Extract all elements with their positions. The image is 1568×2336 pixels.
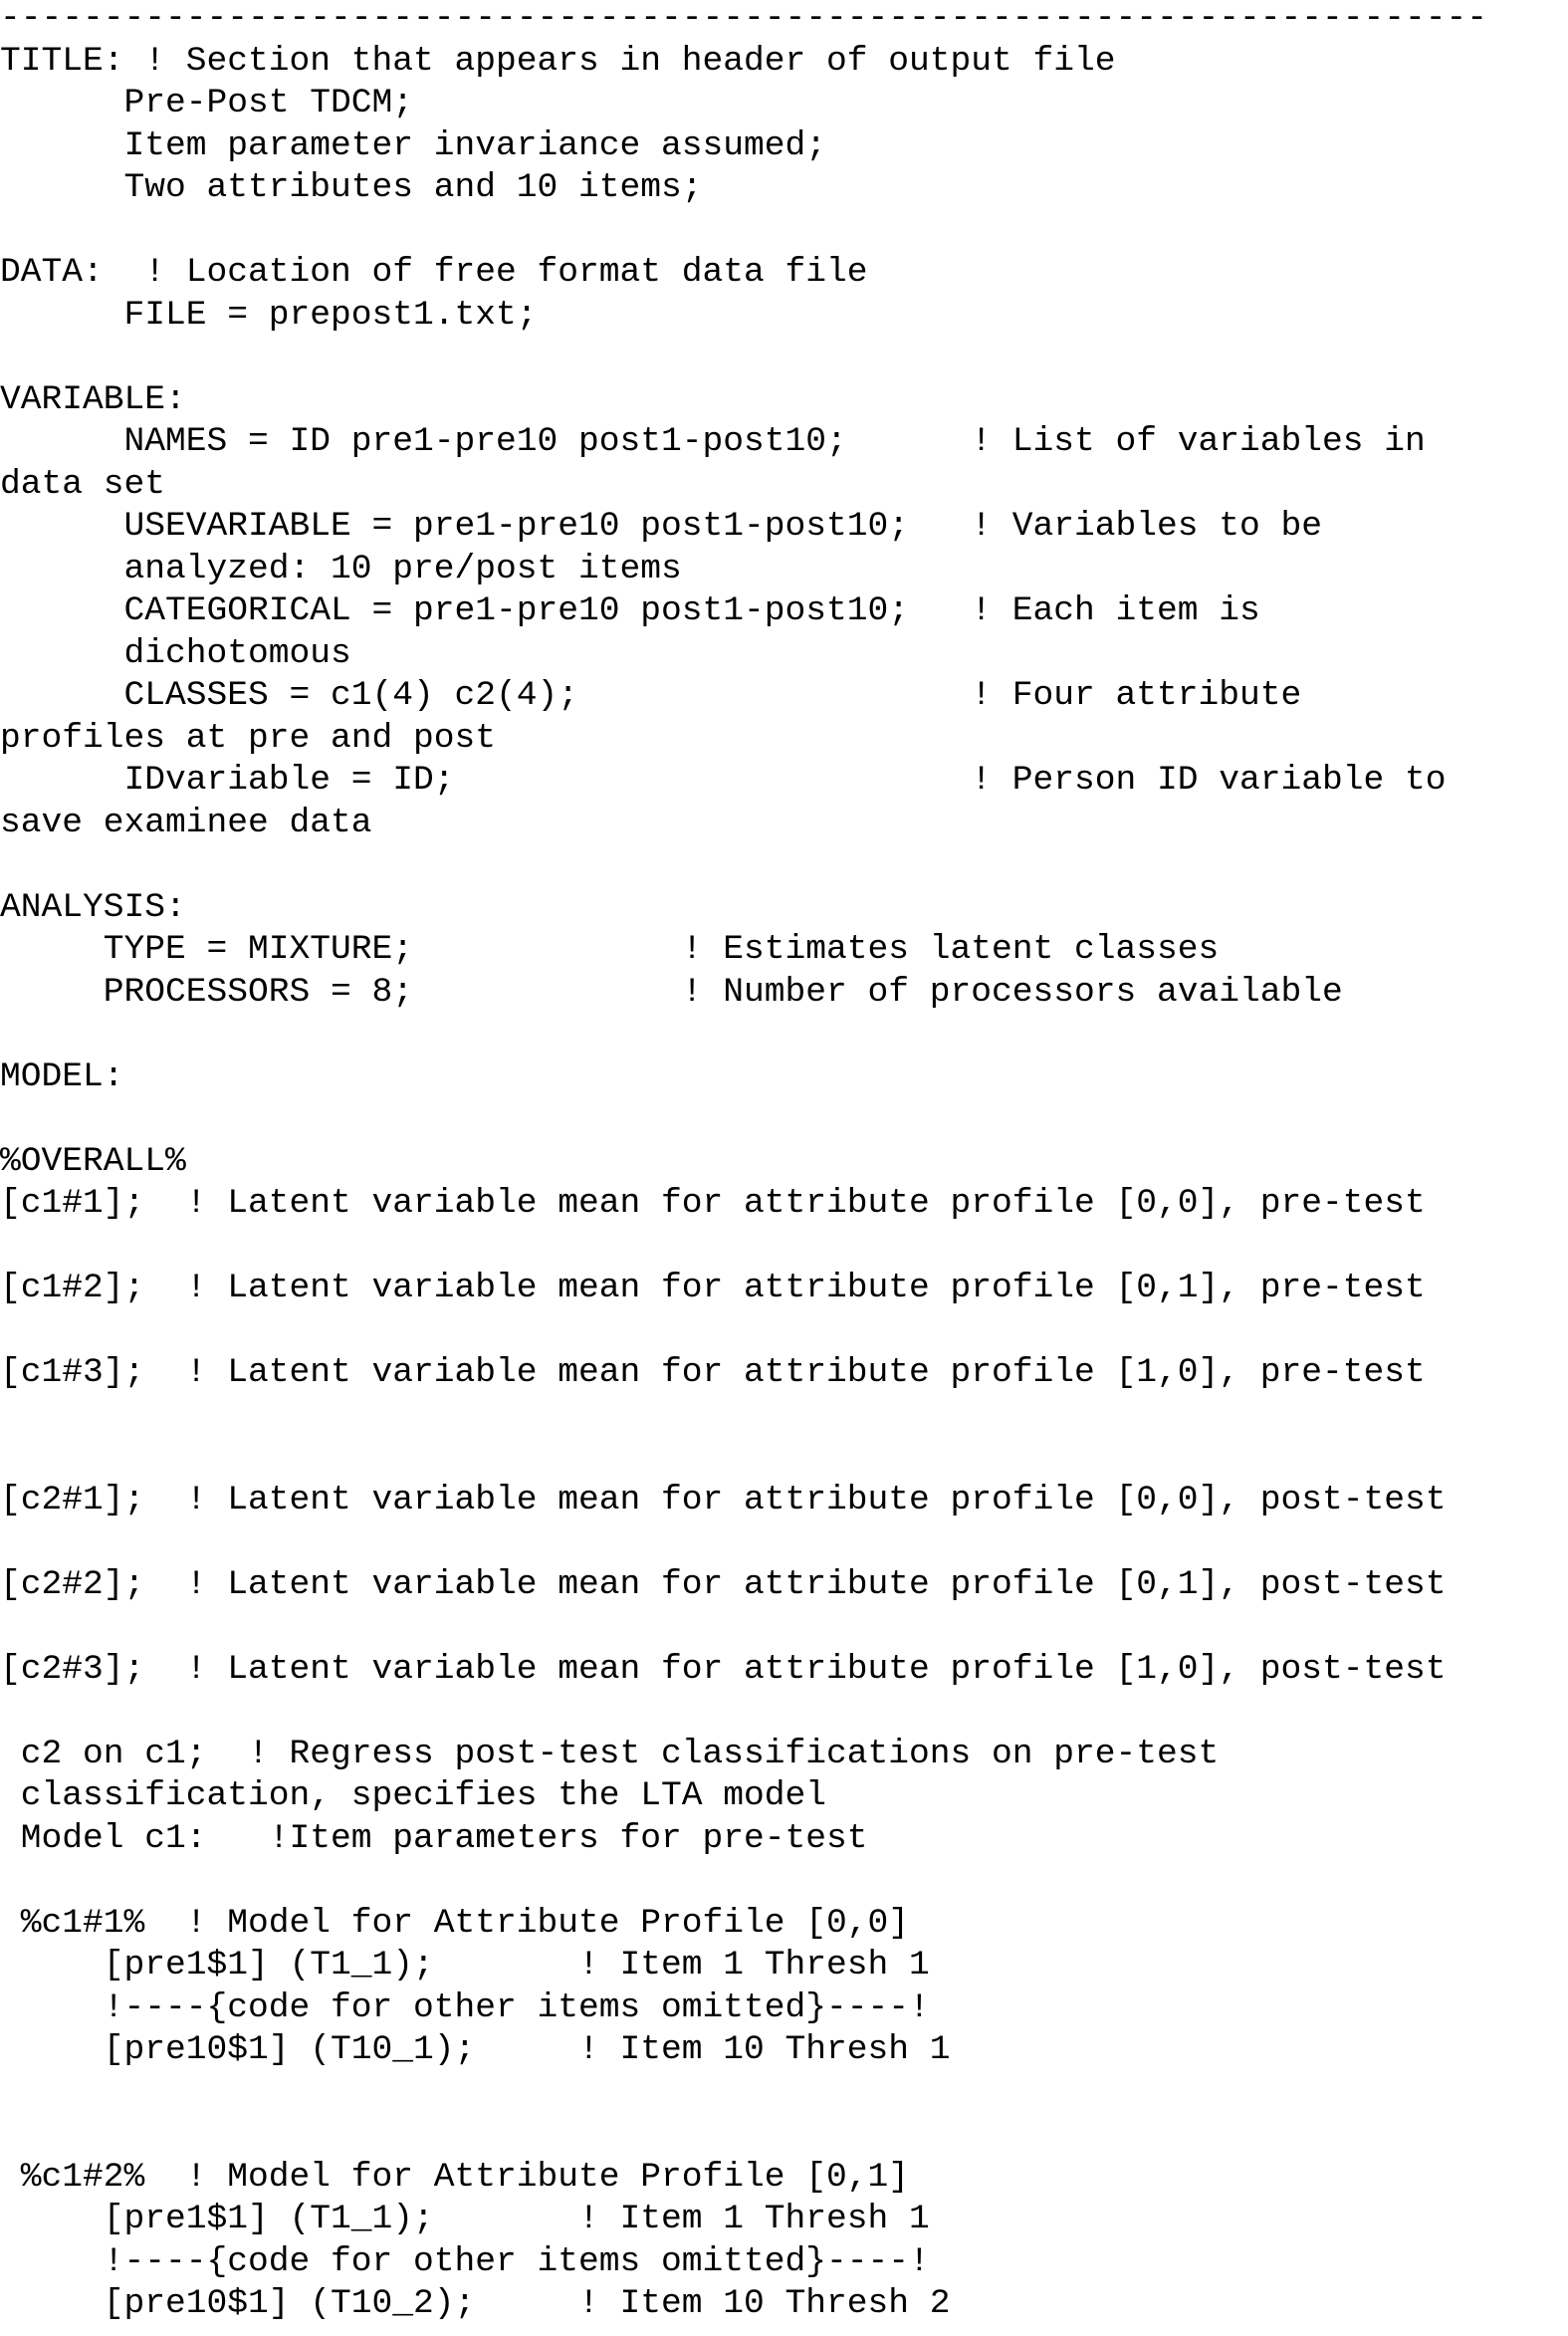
code-line: dichotomous [0,633,351,673]
code-line: CLASSES = c1(4) c2(4); ! Four attribute [0,676,1302,715]
code-line: TYPE = MIXTURE; ! Estimates latent classes [0,930,1220,969]
code-line: [c2#1]; ! Latent variable mean for attribute profile [0,0], post-test [0,1480,1447,1519]
code-line: ------------------------------------------------------------------------ [0,0,1488,38]
code-line: PROCESSORS = 8; ! Number of processors available [0,972,1343,1012]
code-line: Two attributes and 10 items; [0,168,703,207]
code-line: [c1#2]; ! Latent variable mean for attribute profile [0,1], pre-test [0,1269,1426,1307]
code-line: classification, specifies the LTA model [0,1776,827,1815]
code-line: analyzed: 10 pre/post items [0,549,682,588]
code-line: c2 on c1; ! Regress post-test classifications on pre-test [0,1734,1220,1773]
code-line: NAMES = ID pre1-pre10 post1-post10; ! List of variables in [0,422,1426,461]
code-line: [c2#2]; ! Latent variable mean for attribute profile [0,1], post-test [0,1564,1447,1604]
code-line: FILE = prepost1.txt; [0,295,538,335]
code-line: [pre1$1] (T1_1); ! Item 1 Thresh 1 [0,1946,930,1985]
code-line: [pre1$1] (T1_1); ! Item 1 Thresh 1 [0,2200,930,2238]
code-line: profiles at pre and post [0,718,497,758]
code-line: VARIABLE: [0,379,186,419]
code-line: USEVARIABLE = pre1-pre10 post1-post10; ! Variables to be [0,507,1323,546]
code-line: %OVERALL% [0,1141,186,1181]
code-line: [pre10$1] (T10_2); ! Item 10 Thresh 2 [0,2284,951,2323]
code-line: [c2#3]; ! Latent variable mean for attribute profile [1,0], post-test [0,1649,1447,1689]
code-line: CATEGORICAL = pre1-pre10 post1-post10; ! Each item is [0,591,1260,630]
code-line: IDvariable = ID; ! Person ID variable to [0,761,1447,800]
code-line: [pre10$1] (T10_1); ! Item 10 Thresh 1 [0,2030,951,2069]
code-line: Model c1: !Item parameters for pre-test [0,1818,868,1858]
code-line: Pre-Post TDCM; [0,84,414,122]
code-line: save examinee data [0,803,372,842]
code-line: !----{code for other items omitted}----! [0,1987,930,2027]
code-line: TITLE: ! Section that appears in header of output file [0,41,1116,81]
code-line: ANALYSIS: [0,887,186,927]
code-line: data set [0,464,166,504]
code-line: %c1#1% ! Model for Attribute Profile [0,0] [0,1903,910,1943]
code-line: Item parameter invariance assumed; [0,125,827,165]
code-line: !----{code for other items omitted}----! [0,2241,930,2281]
code-line: %c1#2% ! Model for Attribute Profile [0,1] [0,2157,910,2197]
code-line: MODEL: [0,1056,124,1096]
code-line: DATA: ! Location of free format data file [0,253,868,292]
code-line: [c1#1]; ! Latent variable mean for attribute profile [0,0], pre-test [0,1184,1426,1223]
code-line: [c1#3]; ! Latent variable mean for attribute profile [1,0], pre-test [0,1353,1426,1392]
